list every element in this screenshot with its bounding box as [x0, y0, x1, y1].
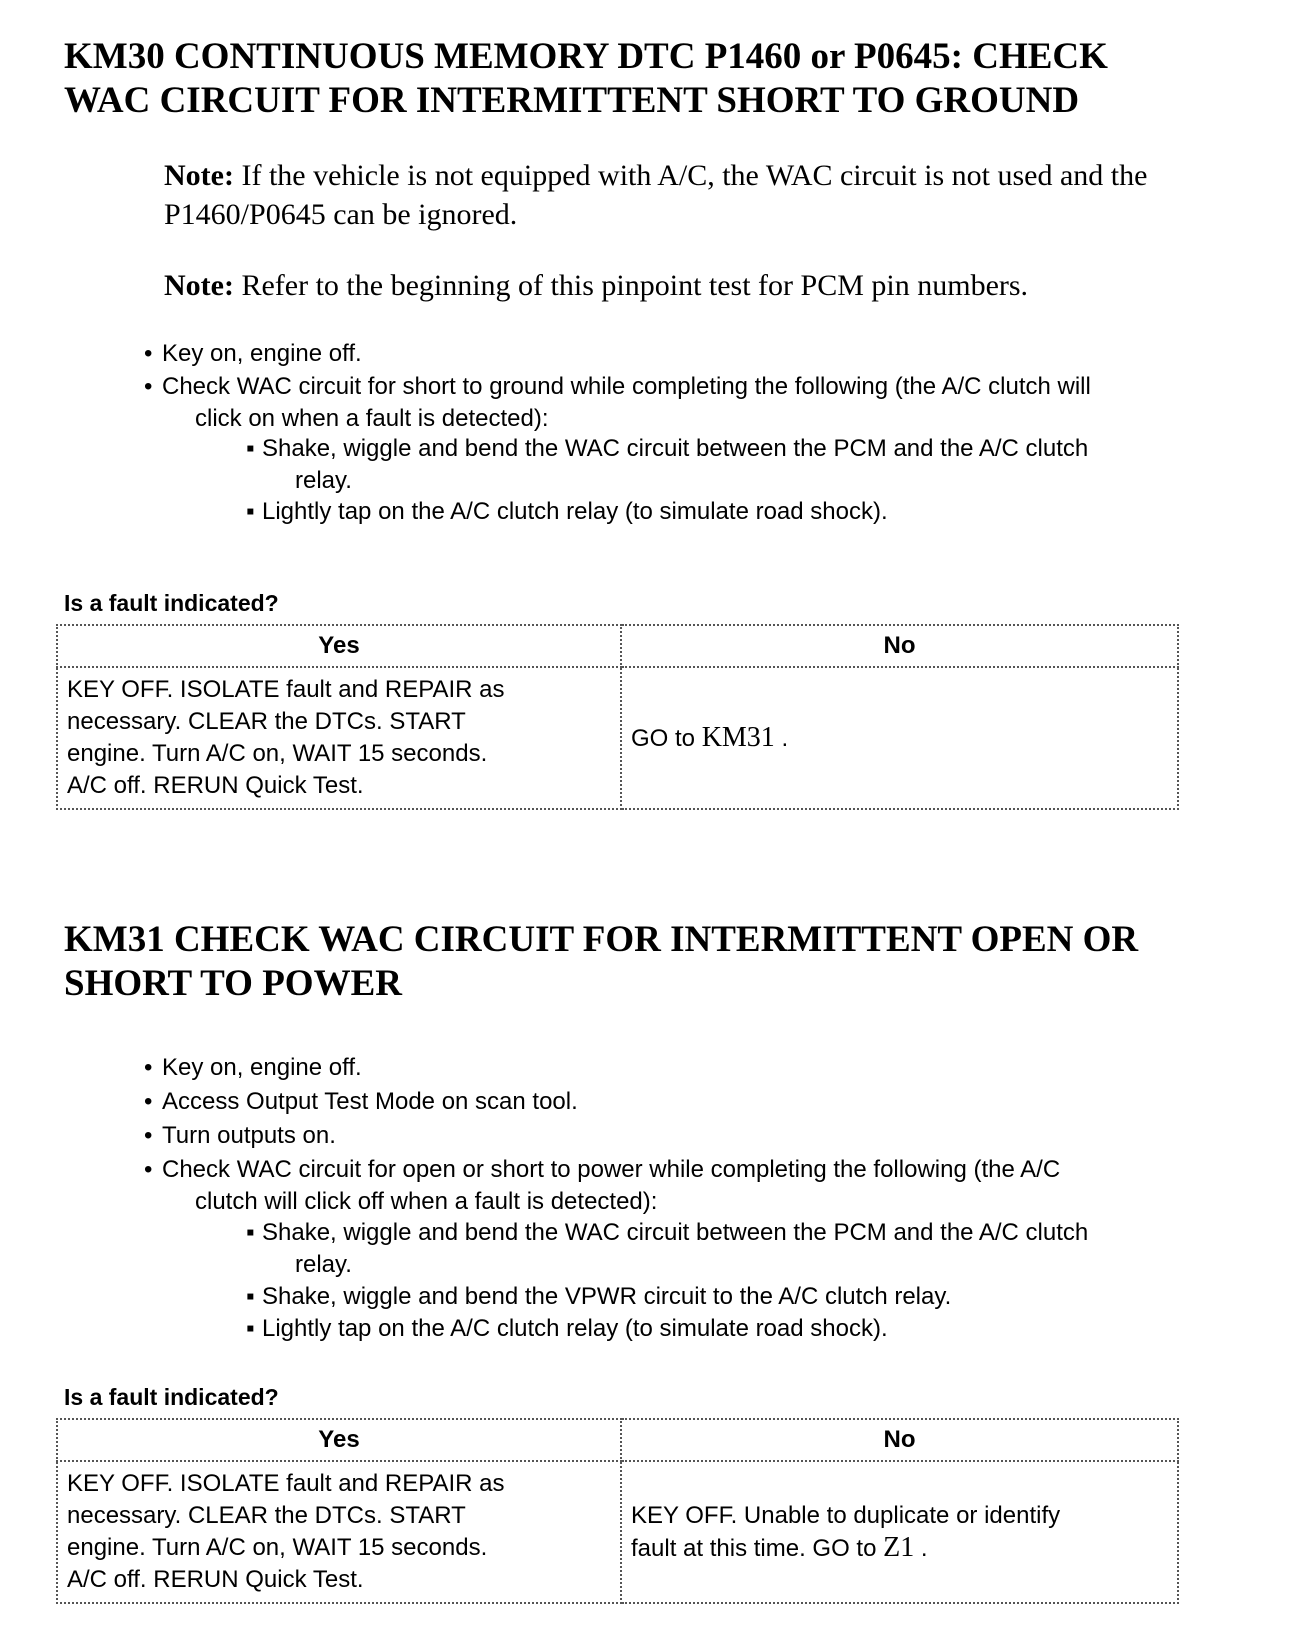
step-item: • Key on, engine off. [144, 1052, 362, 1084]
square-bullet-icon: ▪ [246, 498, 255, 525]
step-item: • Check WAC circuit for short to ground while completing the following (the A/C clutch will [144, 371, 1091, 403]
goto-km31-link[interactable]: KM31 [701, 721, 775, 753]
no-column-header: No [621, 1419, 1178, 1461]
bullet-icon: • [144, 373, 153, 400]
km31-heading-line2: SHORT TO POWER [64, 963, 402, 1004]
note-text-continued: P1460/P0645 can be ignored. [164, 198, 518, 231]
substep-item-continued: relay. [295, 467, 352, 494]
note-text: If the vehicle is not equipped with A/C, the WAC circuit is not used and the [233, 159, 1148, 192]
km30-note-vehicle-ac [164, 156, 1294, 234]
substep-item: ▪ Lightly tap on the A/C clutch relay (to simulate road shock). [246, 1313, 888, 1345]
table-row [57, 1461, 1178, 1603]
km30-heading [64, 35, 1264, 123]
km31-heading [64, 918, 1264, 1006]
km30-question: Is a fault indicated? [64, 590, 279, 616]
table-row [57, 667, 1178, 809]
square-bullet-icon: ▪ [246, 1283, 255, 1310]
no-cell: GO to KM31 . [621, 667, 1178, 809]
substep-item-continued: relay. [295, 1251, 352, 1278]
km31-heading-line1: KM31 CHECK WAC CIRCUIT FOR INTERMITTENT OPEN OR [64, 919, 1139, 960]
no-column-header: No [621, 625, 1178, 667]
square-bullet-icon: ▪ [246, 1315, 255, 1342]
note-text: Refer to the beginning of this pinpoint test for PCM pin numbers. [233, 269, 1029, 302]
km30-heading-line2: WAC CIRCUIT FOR INTERMITTENT SHORT TO GROUND [64, 80, 1080, 121]
km31-decision-table [56, 1418, 1179, 1604]
yes-cell: KEY OFF. ISOLATE fault and REPAIR as necessary. CLEAR the DTCs. START engine. Turn A/C on, WAIT 15 seconds. A/C off. RERUN Quick Test. [57, 1461, 621, 1603]
note-label: Note: [164, 269, 234, 302]
km31-question: Is a fault indicated? [64, 1384, 279, 1410]
bullet-icon: • [144, 340, 153, 367]
step-item: • Key on, engine off. [144, 338, 362, 370]
bullet-icon: • [144, 1122, 153, 1149]
km30-decision-table [56, 624, 1179, 810]
substep-item: ▪ Shake, wiggle and bend the WAC circuit between the PCM and the A/C clutch [246, 1217, 1088, 1249]
table-header-row [57, 625, 1178, 667]
step-item-continued: clutch will click off when a fault is detected): [195, 1188, 658, 1215]
goto-z1-link[interactable]: Z1 [883, 1531, 915, 1563]
km30-heading-line1: KM30 CONTINUOUS MEMORY DTC P1460 or P0645: CHECK [64, 36, 1108, 77]
step-item: • Turn outputs on. [144, 1120, 336, 1152]
substep-item: ▪ Shake, wiggle and bend the WAC circuit between the PCM and the A/C clutch [246, 433, 1088, 465]
square-bullet-icon: ▪ [246, 435, 255, 462]
step-item-continued: click on when a fault is detected): [195, 405, 549, 432]
yes-column-header: Yes [57, 625, 621, 667]
substep-item: ▪ Lightly tap on the A/C clutch relay (to simulate road shock). [246, 496, 888, 528]
square-bullet-icon: ▪ [246, 1219, 255, 1246]
step-item: • Access Output Test Mode on scan tool. [144, 1086, 578, 1118]
no-cell: KEY OFF. Unable to duplicate or identify fault at this time. GO to Z1 . [621, 1461, 1178, 1603]
yes-cell: KEY OFF. ISOLATE fault and REPAIR as necessary. CLEAR the DTCs. START engine. Turn A/C on, WAIT 15 seconds. A/C off. RERUN Quick Test. [57, 667, 621, 809]
table-header-row [57, 1419, 1178, 1461]
bullet-icon: • [144, 1156, 153, 1183]
km30-note-pin-numbers [164, 266, 1294, 305]
yes-column-header: Yes [57, 1419, 621, 1461]
note-label: Note: [164, 159, 234, 192]
substep-item: ▪ Shake, wiggle and bend the VPWR circuit to the A/C clutch relay. [246, 1281, 951, 1313]
bullet-icon: • [144, 1088, 153, 1115]
step-item: • Check WAC circuit for open or short to power while completing the following (the A/C [144, 1154, 1060, 1186]
bullet-icon: • [144, 1054, 153, 1081]
